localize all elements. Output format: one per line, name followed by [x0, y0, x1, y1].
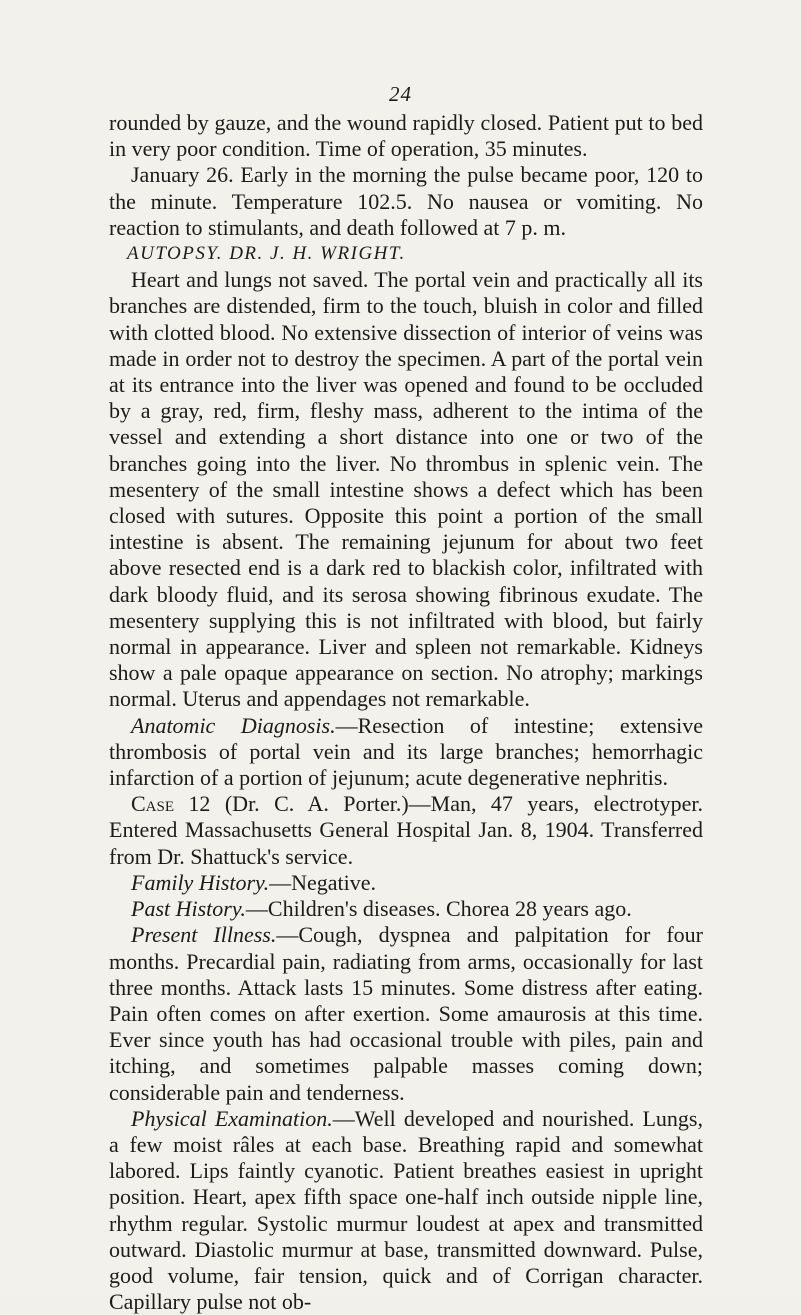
physical-examination-text: —Well developed and nourished. Lungs, a few moist râles at each base. Breathing rapid and somewhat labored. Lips faintly cyanotic. Patient breathes easiest in upright position. Heart, apex fifth space one-half inch outside nipple line, rhythm regular. Systolic murmur loudest at apex and transmitted outward. Diastolic murmur at base, transmitted downward. Pulse, good volume, fair tension, quick and of Corrigan character. Capillary pulse not ob- — [109, 1105, 703, 1315]
anatomic-diagnosis-text: —Resection of intestine; extensive thrombosis of portal vein and its large branches; hemorrhagic infarction of a portion of jejunum; acute degenerative nephritis. — [109, 712, 703, 791]
case-text: (Dr. C. A. Porter.)—Man, 47 years, electrotyper. Entered Massachusetts General Hospital Jan. 8, 1904. Transferred from Dr. Shattuck's service. — [109, 791, 703, 869]
physical-examination-label: Physical Examination. — [131, 1105, 333, 1131]
autopsy-heading: AUTOPSY. DR. J. H. WRIGHT. — [127, 243, 406, 265]
present-illness-text: —Cough, dyspnea and palpitation for four months. Precardial pain, radiating from arms, occasionally for last three months. Attack lasts 15 minutes. Some distress after eating. Pain often comes on after exertion. Some amaurosis at this time. Ever since youth has had occasional trouble with piles, pain and itching, and sometimes palpable masses coming down; considerable pain and tenderness. — [109, 922, 703, 1105]
present-illness-label: Present Illness. — [131, 922, 277, 948]
family-history-text: —Negative. — [269, 869, 377, 895]
autopsy-paragraph: Heart and lungs not saved. The portal vein and practically all its branches are distended, firm to the touch, bluish in color and filled with clotted blood. No extensive dissection of interior of veins was made in order not to destroy the specimen. A part of the portal vein at its entrance into the liver was opened and found to be occluded by a gray, red, firm, fleshy mass, adherent to the intima of the vessel and extending a short distance into one or two of the branches going into the liver. No thrombus in splenic vein. The mesentery of the small intestine shows a defect which has been closed with sutures. Opposite this point a portion of the small intestine is absent. The remaining jejunum for about two feet above resected end is a dark red to blackish color, infiltrated with dark bloody fluid, and its serosa showing fibrinous exudate. The mesentery supplying this is not infiltrated with blood, but fairly normal in appearance. Liver and spleen not remarkable. Kidneys show a pale opaque appearance on section. No atrophy; markings normal. Uterus and appendages not remarkable. — [109, 267, 703, 712]
body-text — [109, 110, 703, 1315]
continuation-paragraph: rounded by gauze, and the wound rapidly closed. Patient put to bed in very poor condition. Time of operation, 35 minutes. — [109, 110, 703, 162]
past-history-paragraph — [109, 896, 703, 922]
case-label: Case 12 — [131, 791, 211, 817]
past-history-text: —Children's diseases. Chorea 28 years ago. — [245, 896, 632, 922]
family-history-label: Family History. — [131, 869, 270, 895]
anatomic-diagnosis-paragraph — [109, 713, 703, 792]
physical-examination-paragraph — [109, 1106, 703, 1315]
anatomic-diagnosis-label: Anatomic Diagnosis. — [131, 712, 336, 738]
page-number: 24 — [389, 82, 412, 106]
family-history-paragraph — [109, 870, 703, 896]
present-illness-paragraph — [109, 922, 703, 1105]
past-history-label: Past History. — [131, 896, 246, 922]
case-paragraph — [109, 791, 703, 870]
january-paragraph: January 26. Early in the morning the pulse became poor, 120 to the minute. Temperature 102.5. No nausea or vomiting. No reaction to stimulants, and death followed at 7 p. m. — [109, 162, 703, 240]
